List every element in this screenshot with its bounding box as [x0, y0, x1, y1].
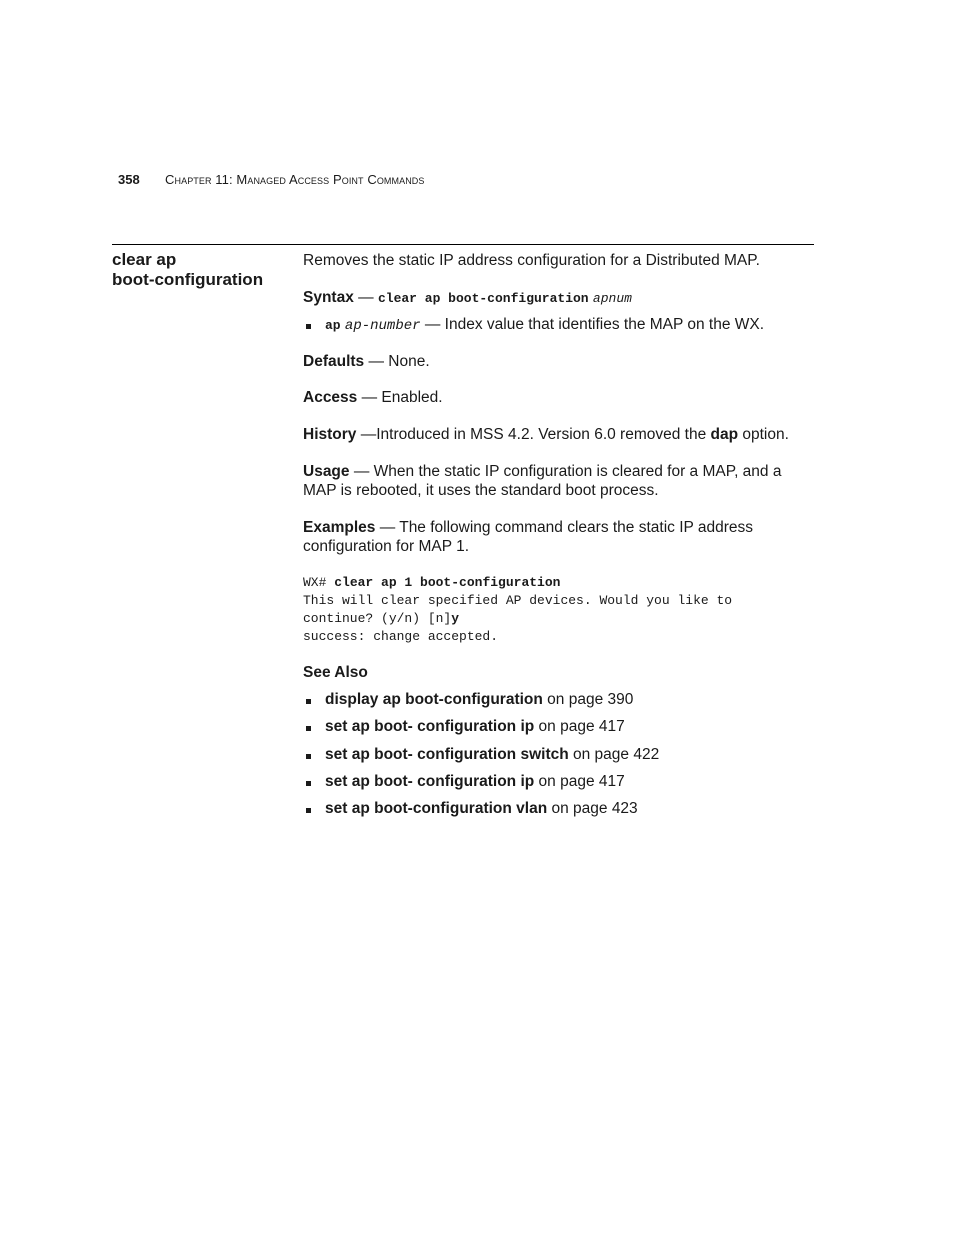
code-line3: continue? (y/n) [n]	[303, 611, 452, 626]
see-also-cmd[interactable]: set ap boot- configuration ip	[325, 773, 535, 790]
see-also-cmd[interactable]: set ap boot- configuration ip	[325, 718, 535, 735]
code-line4: success: change accepted.	[303, 629, 499, 644]
see-also-ref: on page 423	[547, 800, 638, 817]
syntax-dash: —	[353, 289, 378, 306]
code-command: clear ap 1 boot-configuration	[334, 575, 561, 590]
history-text2: option.	[738, 426, 789, 443]
see-also-ref: on page 390	[542, 691, 634, 708]
see-also-ref: on page 417	[534, 773, 625, 790]
see-also-ref: on page 422	[568, 746, 660, 763]
see-also-item[interactable]	[325, 772, 625, 791]
see-also-ref: on page 417	[534, 718, 625, 735]
code-answer: y	[451, 611, 460, 626]
history-label: History	[303, 426, 357, 443]
defaults-text: — None.	[364, 353, 430, 370]
section-title	[112, 250, 263, 290]
bullet-icon	[306, 324, 311, 329]
usage-label: Usage	[303, 463, 350, 480]
syntax-command: clear ap boot-configuration	[377, 291, 589, 306]
history-line	[303, 425, 789, 444]
code-prompt: WX#	[303, 575, 335, 590]
syntax-label: Syntax	[303, 289, 354, 306]
param-text: — Index value that identifies the MAP on the WX.	[420, 316, 765, 333]
usage-line1: — When the static IP configuration is cleared for a MAP, and a	[349, 463, 782, 480]
param-arg: ap-number	[344, 318, 421, 334]
examples-block	[303, 518, 753, 556]
section-rule	[112, 244, 814, 245]
description: Removes the static IP address configuration for a Distributed MAP.	[303, 252, 760, 269]
see-also-cmd[interactable]: display ap boot-configuration	[325, 691, 543, 708]
bullet-icon	[306, 808, 311, 813]
examples-line2: configuration for MAP 1.	[303, 538, 469, 555]
see-also-item[interactable]	[325, 745, 659, 764]
examples-label: Examples	[303, 519, 376, 536]
see-also-cmd[interactable]: set ap boot-configuration vlan	[325, 800, 548, 817]
bullet-icon	[306, 781, 311, 786]
bullet-icon	[306, 754, 311, 759]
param-line	[325, 315, 764, 336]
see-also-item[interactable]	[325, 717, 625, 736]
examples-line1: — The following command clears the static IP address	[375, 519, 754, 536]
see-also-item[interactable]	[325, 799, 638, 818]
access-label: Access	[303, 389, 358, 406]
defaults-line	[303, 352, 430, 371]
code-block	[303, 574, 732, 646]
section-title-line2: boot-configuration	[112, 270, 264, 289]
param-keyword: ap	[325, 318, 341, 333]
bullet-icon	[306, 699, 311, 704]
access-line	[303, 388, 443, 407]
see-also-item[interactable]	[325, 690, 633, 709]
defaults-label: Defaults	[303, 353, 365, 370]
bullet-icon	[306, 726, 311, 731]
access-text: — Enabled.	[357, 389, 443, 406]
syntax-arg: apnum	[592, 291, 632, 306]
usage-line2: MAP is rebooted, it uses the standard boot process.	[303, 482, 659, 499]
page-number: 358	[118, 172, 140, 187]
see-also-heading: See Also	[303, 664, 368, 681]
running-title: Chapter 11: Managed Access Point Commands	[165, 172, 425, 187]
history-bold: dap	[710, 426, 739, 443]
code-line2: This will clear specified AP devices. Would you like to	[303, 593, 733, 608]
usage-block	[303, 462, 781, 500]
history-text1: —Introduced in MSS 4.2. Version 6.0 removed the	[356, 426, 711, 443]
see-also-cmd[interactable]: set ap boot- configuration switch	[325, 746, 569, 763]
syntax-line	[303, 288, 632, 308]
section-title-line1: clear ap	[112, 250, 177, 269]
